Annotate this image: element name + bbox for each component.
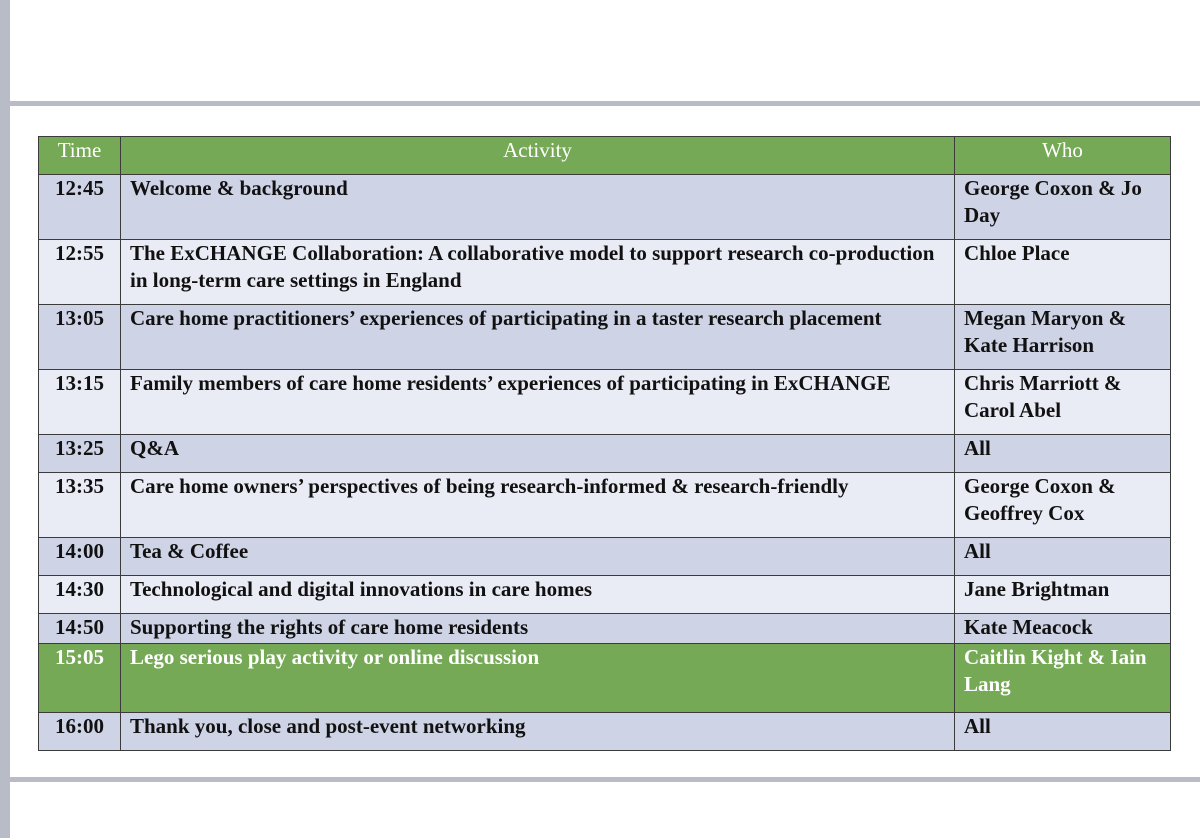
table-header-row	[39, 137, 1171, 175]
row-time: 14:30	[39, 576, 121, 614]
table-row	[39, 175, 1171, 240]
row-time: 15:05	[39, 644, 121, 713]
row-time: 12:55	[39, 240, 121, 305]
row-activity: Tea & Coffee	[121, 538, 955, 576]
row-time: 14:50	[39, 614, 121, 644]
table-row	[39, 576, 1171, 614]
left-border	[0, 0, 10, 838]
row-activity: Lego serious play activity or online discussion	[121, 644, 955, 713]
row-activity: Thank you, close and post-event networking	[121, 713, 955, 751]
table-row	[39, 435, 1171, 473]
row-activity: Welcome & background	[121, 175, 955, 240]
row-who: George Coxon & Geoffrey Cox	[955, 473, 1171, 538]
table-row	[39, 538, 1171, 576]
column-header-time: Time	[39, 137, 121, 175]
table-row	[39, 305, 1171, 370]
row-who: All	[955, 435, 1171, 473]
row-who: Jane Brightman	[955, 576, 1171, 614]
row-who: Chris Marriott & Carol Abel	[955, 370, 1171, 435]
table-row	[39, 473, 1171, 538]
table-row-highlighted	[39, 644, 1171, 713]
table-row	[39, 240, 1171, 305]
row-who: All	[955, 538, 1171, 576]
row-time: 14:00	[39, 538, 121, 576]
row-who: Chloe Place	[955, 240, 1171, 305]
row-time: 13:25	[39, 435, 121, 473]
row-activity: The ExCHANGE Collaboration: A collaborative model to support research co-production in long-term care settings in England	[121, 240, 955, 305]
row-time: 12:45	[39, 175, 121, 240]
table-row	[39, 713, 1171, 751]
top-divider	[0, 101, 1200, 106]
column-header-activity: Activity	[121, 137, 955, 175]
row-who: George Coxon & Jo Day	[955, 175, 1171, 240]
row-who: Megan Maryon & Kate Harrison	[955, 305, 1171, 370]
row-activity: Care home practitioners’ experiences of participating in a taster research placement	[121, 305, 955, 370]
row-activity: Technological and digital innovations in care homes	[121, 576, 955, 614]
bottom-divider	[0, 777, 1200, 782]
row-activity: Family members of care home residents’ experiences of participating in ExCHANGE	[121, 370, 955, 435]
row-activity: Q&A	[121, 435, 955, 473]
column-header-who: Who	[955, 137, 1171, 175]
row-time: 16:00	[39, 713, 121, 751]
row-time: 13:15	[39, 370, 121, 435]
row-activity: Care home owners’ perspectives of being research-informed & research-friendly	[121, 473, 955, 538]
row-who: All	[955, 713, 1171, 751]
row-activity: Supporting the rights of care home residents	[121, 614, 955, 644]
table-row	[39, 370, 1171, 435]
agenda-table	[38, 136, 1171, 751]
row-time: 13:05	[39, 305, 121, 370]
table-row	[39, 614, 1171, 644]
row-who: Kate Meacock	[955, 614, 1171, 644]
row-who: Caitlin Kight & Iain Lang	[955, 644, 1171, 713]
row-time: 13:35	[39, 473, 121, 538]
